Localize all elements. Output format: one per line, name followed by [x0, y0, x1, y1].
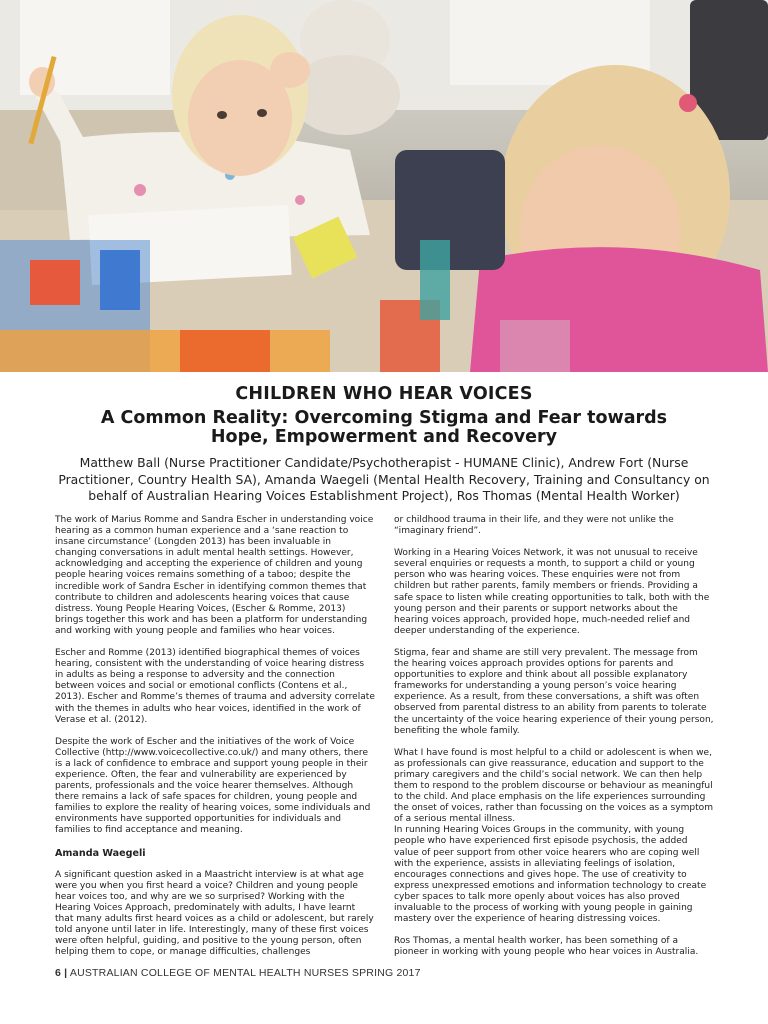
paragraph: In running Hearing Voices Groups in the community, with young people who have experienced first episode psychosis, the added value of peer support from other voice hearers who are coping well with the experience, assists in alleviating feelings of isolation, encourages connections and gives hope. The use of creativity to express unexpressed emotions and information technology to create cyber spaces to talk more openly about voices has also proved invaluable to the process of working with young people in gaining mastery over the experience of hearing distressing voices. [394, 825, 707, 925]
hero-photo [0, 0, 768, 372]
right-column [394, 515, 714, 969]
left-column [55, 515, 375, 969]
article-subtitle: A Common Reality: Overcoming Stigma and Fear towards Hope, Empowerment and Recovery [100, 408, 668, 447]
page-number: 6 [55, 967, 62, 979]
paragraph: What I have found is most helpful to a child or adolescent is when we, as professionals can give reassurance, education and support to the primary caregivers and the child’s social network. We can then help them to respond to the problem discourse or behaviour as meaningful to the child. And place emphasis on the life experiences surrounding the onset of voices, rather than focussing on the voices as a symptom of a serious mental illness. [394, 747, 714, 825]
paragraph: or childhood trauma in their life, and they were not unlike the “imaginary friend”. [394, 515, 674, 537]
article-title: CHILDREN WHO HEAR VOICES [235, 384, 533, 404]
section-heading: Amanda Waegeli [55, 847, 146, 859]
paragraph: Escher and Romme (2013) identified biographical themes of voices hearing, consistent with the understanding of voice hearing distress in adults as being a response to adversity and the connection between voices and social or emotional conflicts (Contens et al., 2013). Escher and Romme’s themes of trauma and adversity correlate with the themes in adults who hear voices, identified in the work of Verase et al. (2012). [55, 648, 375, 725]
paragraph: Despite the work of Escher and the initiatives of the work of Voice Collective (http://www.voicecollective.co.uk/) and many others, there is a lack of confidence to embrace and support young people in their experience. Often, the fear and vulnerability are experienced by parents, professionals and the voice hearer themselves. Although there remains a lack of safe spaces for children, young people and families to explore the reality of hearing voices, some individuals and environments have supported opportunities for individuals and families to find acceptance and meaning. [55, 736, 371, 836]
paragraph: The work of Marius Romme and Sandra Escher in understanding voice hearing as a common human experience and a ‘sane reaction to insane circumstance’ (Longden 2013) has been invaluable in changing conversations in adult mental health settings. However, acknowledging and accepting the experience of children and young people hearing voices remains something of a taboo; despite the incredible work of Sandra Escher in identifying common themes that contribute to children and adolescents hearing voices that cause distress. Young People Hearing Voices, (Escher & Romme, 2013) brings together this work and has been a platform for understanding and working with young people and families who hear voices. [55, 515, 374, 636]
footer-separator: | [64, 967, 68, 979]
paragraph: Stigma, fear and shame are still very prevalent. The message from the hearing voices approach provides options for parents and opportunities to explore and think about all possible explanatory frameworks for understanding a young person’s voice hearing experience. As a result, from these conversations, a shift was often observed from parental distress to an ability from parents to tolerate the uncertainty of the voice hearing experience of their young person, benefiting the whole family. [394, 647, 714, 736]
paragraph: Working in a Hearing Voices Network, it was not unusual to receive several enquiries or requests a month, to support a child or young person who was hearing voices. These enquiries were not from children but rather parents, family members or friends. Providing a safe space to listen while creating opportunities to talk, both with the young person and their parents or support networks about the hearing voices approach, provided hope, much-needed relief and deeper understanding of the experience. [394, 548, 710, 636]
article-authors: Matthew Ball (Nurse Practitioner Candidate/Psychotherapist - HUMANE Clinic), Andrew Fort (Nurse Practitioner, Country Health SA), Amanda Waegeli (Mental Health Recovery, Training and Consultancy on behalf of Australian Hearing Voices Establishment Project), Ros Thomas (Mental Health Worker) [58, 455, 710, 503]
children-photo-illustration [0, 0, 768, 372]
publication-name: AUSTRALIAN COLLEGE OF MENTAL HEALTH NURSES SPRING 2017 [69, 967, 421, 979]
page-footer [55, 967, 421, 979]
article-header [0, 383, 768, 505]
paragraph: A significant question asked in a Maastricht interview is at what age were you when you first heard a voice? Children and young people hear voices too, and why are we so surprised? Working with the Hearing Voices Approach, predominately with adults, I have learnt that many adults first heard voices as a child or adolescent, but rarely told anyone until later in life. Interestingly, many of these first voices were often helpful, guiding, and positive to the young person, often helping them to cope, or manage difficulties, challenges [55, 869, 374, 958]
paragraph: Ros Thomas, a mental health worker, has been something of a pioneer in working with young people who hear voices in Australia. [394, 936, 699, 958]
